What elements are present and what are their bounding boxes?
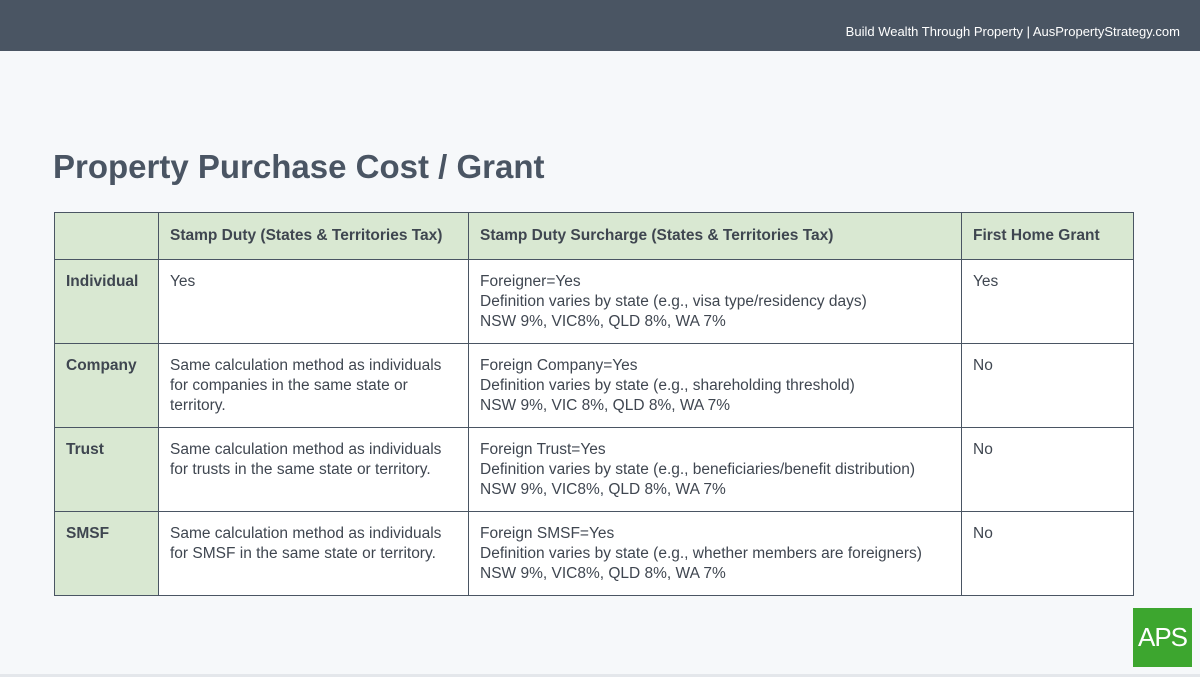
first-home-grant-cell: No bbox=[962, 512, 1134, 596]
column-header-entity bbox=[55, 213, 159, 260]
table-header-row bbox=[55, 213, 1134, 260]
first-home-grant-cell: No bbox=[962, 428, 1134, 512]
row-header-smsf: SMSF bbox=[55, 512, 159, 596]
column-header-stamp-duty: Stamp Duty (States & Territories Tax) bbox=[159, 213, 469, 260]
table-row bbox=[55, 428, 1134, 512]
surcharge-applicability: Foreign Trust=Yes bbox=[480, 441, 606, 458]
table-row bbox=[55, 260, 1134, 344]
site-tagline: Build Wealth Through Property | AusPropertyStrategy.com bbox=[845, 24, 1180, 39]
surcharge-cell bbox=[469, 512, 962, 596]
page-title: Property Purchase Cost / Grant bbox=[53, 148, 545, 185]
surcharge-applicability: Foreign SMSF=Yes bbox=[480, 525, 615, 542]
stamp-duty-cell: Same calculation method as individuals for SMSF in the same state or territory. bbox=[159, 512, 469, 596]
stamp-duty-cell: Same calculation method as individuals for companies in the same state or territory. bbox=[159, 344, 469, 428]
table-row bbox=[55, 512, 1134, 596]
surcharge-applicability: Foreign Company=Yes bbox=[480, 357, 638, 374]
surcharge-definition: Definition varies by state (e.g., shareholding threshold) bbox=[480, 377, 855, 394]
stamp-duty-cell: Yes bbox=[159, 260, 469, 344]
column-header-stamp-duty-surcharge: Stamp Duty Surcharge (States & Territories Tax) bbox=[469, 213, 962, 260]
surcharge-rates: NSW 9%, VIC 8%, QLD 8%, WA 7% bbox=[480, 397, 731, 414]
aps-logo: APS bbox=[1133, 608, 1192, 667]
surcharge-definition: Definition varies by state (e.g., visa type/residency days) bbox=[480, 293, 867, 310]
surcharge-applicability: Foreigner=Yes bbox=[480, 273, 581, 290]
first-home-grant-cell: Yes bbox=[962, 260, 1134, 344]
surcharge-cell bbox=[469, 260, 962, 344]
row-header-trust: Trust bbox=[55, 428, 159, 512]
row-header-individual: Individual bbox=[55, 260, 159, 344]
surcharge-rates: NSW 9%, VIC8%, QLD 8%, WA 7% bbox=[480, 565, 726, 582]
surcharge-rates: NSW 9%, VIC8%, QLD 8%, WA 7% bbox=[480, 481, 726, 498]
comparison-table bbox=[54, 212, 1134, 596]
surcharge-rates: NSW 9%, VIC8%, QLD 8%, WA 7% bbox=[480, 313, 726, 330]
table-row bbox=[55, 344, 1134, 428]
top-banner bbox=[0, 0, 1200, 51]
stamp-duty-cell: Same calculation method as individuals for trusts in the same state or territory. bbox=[159, 428, 469, 512]
surcharge-cell bbox=[469, 428, 962, 512]
surcharge-definition: Definition varies by state (e.g., beneficiaries/benefit distribution) bbox=[480, 461, 916, 478]
surcharge-cell bbox=[469, 344, 962, 428]
column-header-first-home-grant: First Home Grant bbox=[962, 213, 1134, 260]
surcharge-definition: Definition varies by state (e.g., whether members are foreigners) bbox=[480, 545, 922, 562]
row-header-company: Company bbox=[55, 344, 159, 428]
first-home-grant-cell: No bbox=[962, 344, 1134, 428]
